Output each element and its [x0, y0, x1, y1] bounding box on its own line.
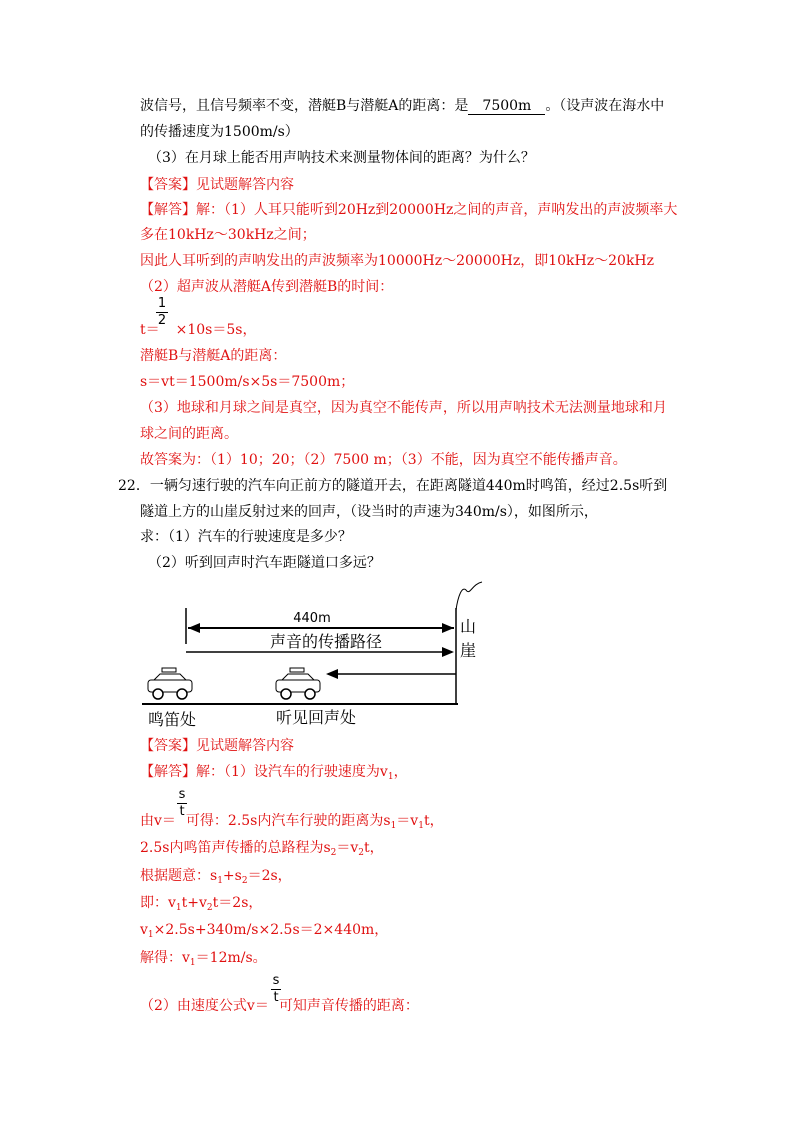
- text-segment: t，: [423, 813, 444, 829]
- fraction-numerator: 1: [157, 296, 167, 311]
- text-line: 的传播速度为1500m/s）: [140, 124, 299, 140]
- text-segment: 【解答】解：（1）设汽车的行驶速度为v: [140, 764, 388, 780]
- solution-line: [140, 996, 419, 1016]
- tunnel-echo-diagram: [140, 576, 500, 736]
- honk-label: 鸣笛处: [148, 710, 197, 729]
- text-line: [140, 96, 664, 116]
- solution-line: 因此人耳听到的声呐发出的声波频率为10000Hz～20000Hz，即10kHz～20kHz: [140, 253, 655, 269]
- car-at-honk: [148, 668, 192, 699]
- arrowhead-forward: [442, 647, 454, 657]
- text-segment: 可知声音传播的距离：: [278, 998, 419, 1014]
- text-segment: 根据题意：s: [140, 868, 218, 884]
- text-segment: 由v＝: [140, 813, 176, 829]
- fraction-denominator: t: [273, 990, 279, 1005]
- solution-line: s＝vt＝1500m/s×5s＝7500m；: [140, 374, 355, 390]
- subscript: 1: [175, 903, 182, 913]
- subscript: 2: [206, 903, 213, 913]
- text-segment: ×10s＝5s，: [175, 322, 257, 338]
- text-segment: 。（设声波在海水中: [545, 98, 665, 114]
- cliff-outline: [456, 582, 482, 610]
- question-22-line: 隧道上方的山崖反射过来的回声，（设当时的声速为340m/s），如图所示，: [140, 504, 598, 520]
- text-segment: v: [140, 922, 148, 938]
- answer-blank: 7500m: [468, 98, 545, 115]
- solution-line: （2）超声波从潜艇A传到潜艇B的时间：: [140, 279, 394, 295]
- text-segment: ＝v: [396, 813, 419, 829]
- text-segment: +s: [222, 868, 242, 884]
- solution-line: [140, 320, 256, 340]
- subscript: 2: [241, 876, 248, 886]
- solution-line: [140, 866, 292, 891]
- text-segment: ＝2s，: [247, 868, 292, 884]
- text-segment: t＝2s，: [212, 895, 263, 911]
- fraction-numerator: s: [272, 973, 280, 988]
- question-22-line: （2）听到回声时汽车距隧道口多远？: [148, 555, 381, 571]
- solution-line: （3）地球和月球之间是真空，因为真空不能传声，所以用声呐技术无法测量地球和月: [140, 400, 667, 416]
- cliff-label-2: 崖: [460, 641, 477, 660]
- solution-line: [140, 948, 267, 973]
- subscript: 1: [390, 821, 397, 831]
- arrowhead-echo: [326, 669, 338, 679]
- fraction-denominator: t: [179, 804, 185, 819]
- text-segment: ＝12m/s。: [195, 950, 267, 966]
- subscript: 1: [147, 930, 154, 940]
- text-segment: 可得：2.5s内汽车行驶的距离为s: [185, 813, 391, 829]
- text-segment: t＝: [140, 322, 160, 338]
- solution-line: 潜艇B与潜艇A的距离：: [140, 348, 287, 364]
- distance-label: 440m: [293, 611, 331, 626]
- solution-line: [140, 838, 384, 863]
- subscript: 2: [330, 848, 337, 858]
- answer-label: 【答案】见试题解答内容: [140, 738, 294, 754]
- text-segment: 即：v: [140, 895, 176, 911]
- solution-line: 多在10kHz～30kHz之间；: [140, 227, 316, 243]
- text-segment: （2）由速度公式v＝: [140, 998, 269, 1014]
- text-segment: 波信号，且信号频率不变，潜艇B与潜艇A的距离：是: [140, 98, 469, 114]
- echo-label: 听见回声处: [276, 708, 357, 727]
- text-segment: t+v: [181, 895, 207, 911]
- subscript: 1: [189, 958, 196, 968]
- subscript: 1: [418, 821, 424, 831]
- solution-line: 球之间的距离。: [140, 426, 238, 442]
- text-segment: ，: [393, 764, 408, 780]
- answer-label: 【答案】见试题解答内容: [140, 177, 294, 193]
- subscript: 1: [387, 772, 394, 782]
- question-part: （3）在月球上能否用声呐技术来测量物体间的距离？为什么？: [148, 150, 535, 166]
- cliff-label-1: 山: [460, 617, 477, 636]
- solution-line: [140, 811, 444, 836]
- fraction-denominator: 2: [157, 313, 167, 328]
- solution-line: [140, 762, 408, 787]
- solution-line: 【解答】解：（1）人耳只能听到20Hz到20000Hz之间的声音，声呐发出的声波频率大: [140, 202, 678, 218]
- solution-line: [140, 920, 388, 945]
- question-22-line: 求：（1）汽车的行驶速度是多少？: [140, 529, 352, 545]
- text-segment: t，: [364, 840, 384, 856]
- subscript: 2: [358, 848, 365, 858]
- text-segment: ×2.5s+340m/s×2.5s＝2×440m，: [153, 922, 389, 938]
- text-segment: 解得：v: [140, 950, 190, 966]
- text-segment: 2.5s内鸣笛声传播的总路程为s: [140, 840, 331, 856]
- car-at-echo: [276, 668, 320, 699]
- final-answer: 故答案为：（1）10；20；（2）7500 m；（3）不能，因为真空不能传播声音。: [140, 452, 627, 468]
- arrowhead-right: [442, 623, 454, 633]
- subscript: 1: [217, 876, 223, 886]
- solution-line: [140, 893, 262, 918]
- fraction-numerator: s: [178, 787, 186, 802]
- question-22-line: 22．一辆匀速行驶的汽车向正前方的隧道开去，在距离隧道440m时鸣笛，经过2.5s听到: [118, 478, 668, 494]
- arrowhead-left: [188, 623, 200, 633]
- sound-path-label: 声音的传播路径: [269, 632, 383, 651]
- text-segment: ＝v: [336, 840, 359, 856]
